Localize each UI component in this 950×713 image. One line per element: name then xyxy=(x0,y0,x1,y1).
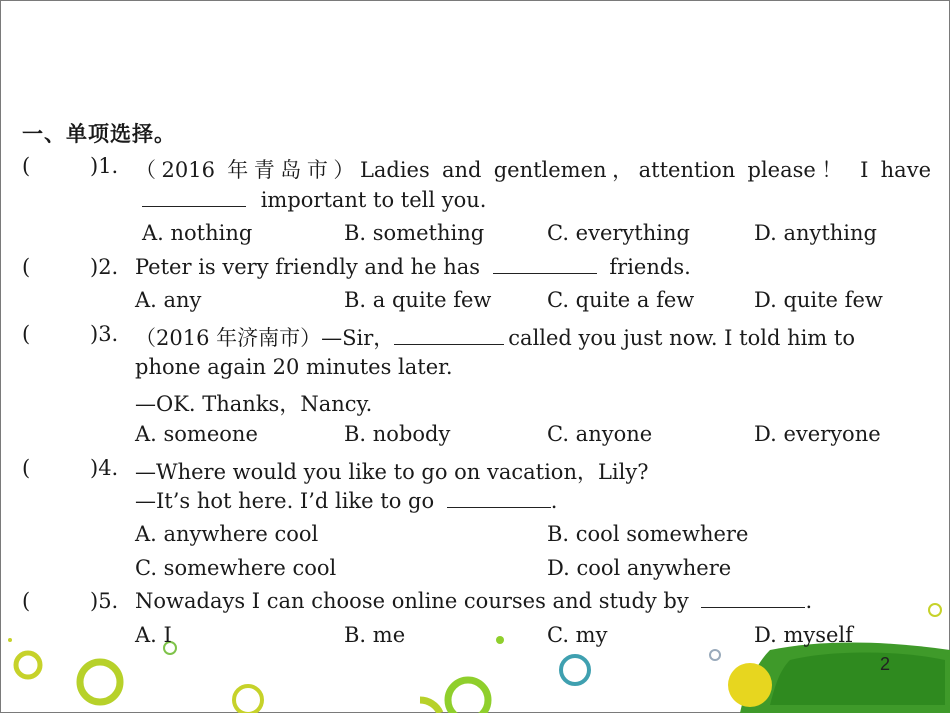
answer-blank-1[interactable] xyxy=(142,188,246,207)
q4-option-c[interactable]: C. somewhere cool xyxy=(135,556,337,580)
answer-blank-2[interactable] xyxy=(493,255,597,274)
question-1-line-2: important to tell you. xyxy=(142,188,486,212)
q1-option-b[interactable]: B. something xyxy=(344,221,485,245)
question-1-line-1 xyxy=(135,154,931,184)
q5-option-c[interactable]: C. my xyxy=(547,623,608,647)
question-2-line-1: Peter is very friendly and he has friends. xyxy=(135,255,691,279)
question-3-line-3: —OK. Thanks，Nancy. xyxy=(135,392,373,416)
question-number-5: )5. xyxy=(90,589,119,613)
q1-option-c[interactable]: C. everything xyxy=(547,221,690,245)
question-1-text: Ladies and gentlemen，attention please！ I have xyxy=(359,158,931,182)
question-4-line-2: —It’s hot here. I’d like to go . xyxy=(135,489,558,513)
q4-option-d[interactable]: D. cool anywhere xyxy=(547,556,732,580)
answer-paren-5: ( xyxy=(22,589,31,613)
q4-option-b[interactable]: B. cool somewhere xyxy=(547,522,749,546)
answer-paren-3: ( xyxy=(22,322,31,346)
q3-option-c[interactable]: C. anyone xyxy=(547,422,653,446)
answer-blank-4[interactable] xyxy=(447,489,551,508)
q3-option-b[interactable]: B. nobody xyxy=(344,422,451,446)
q1-option-a[interactable]: A. nothing xyxy=(142,221,253,245)
question-4-line-1: —Where would you like to go on vacation，Lily? xyxy=(135,460,649,484)
question-3-line-1: （2016 年济南市）—Sir， called you just now. I told him to xyxy=(135,326,855,350)
question-number-2: )2. xyxy=(90,255,119,279)
question-3-line-2: phone again 20 minutes later. xyxy=(135,355,453,379)
q2-option-b[interactable]: B. a quite few xyxy=(344,288,492,312)
q4-option-a[interactable]: A. anywhere cool xyxy=(135,522,319,546)
q5-option-b[interactable]: B. me xyxy=(344,623,406,647)
answer-paren-4: ( xyxy=(22,456,31,480)
question-number-1: )1. xyxy=(90,154,119,178)
q2-option-c[interactable]: C. quite a few xyxy=(547,288,695,312)
q3-option-d[interactable]: D. everyone xyxy=(754,422,881,446)
question-3-source: （2016 年济南市） xyxy=(135,326,322,350)
q2-option-d[interactable]: D. quite few xyxy=(754,288,883,312)
q3-option-a[interactable]: A. someone xyxy=(135,422,258,446)
question-5-line-1: Nowadays I can choose online courses and study by . xyxy=(135,589,813,613)
q5-option-a[interactable]: A. I xyxy=(135,623,172,647)
answer-blank-3[interactable] xyxy=(394,326,504,345)
q2-option-a[interactable]: A. any xyxy=(135,288,202,312)
question-1-source: （2016 年青岛市） xyxy=(135,158,360,182)
question-number-4: )4. xyxy=(90,456,119,480)
q5-option-d[interactable]: D. myself xyxy=(754,623,853,647)
q1-option-d[interactable]: D. anything xyxy=(754,221,877,245)
answer-paren-1: ( xyxy=(22,154,31,178)
answer-paren-2: ( xyxy=(22,255,31,279)
page-number: 2 xyxy=(880,654,891,674)
answer-blank-5[interactable] xyxy=(701,589,805,608)
question-number-3: )3. xyxy=(90,322,119,346)
section-title: 一、单项选择。 xyxy=(22,122,176,146)
